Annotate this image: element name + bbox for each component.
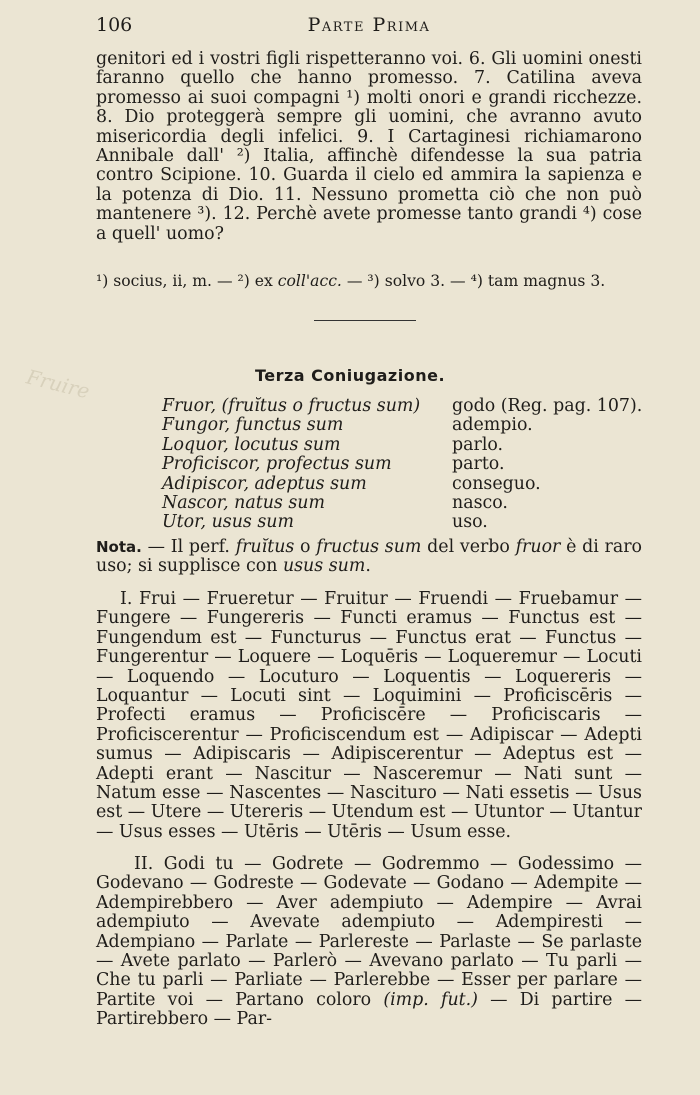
running-head: Parte Prima [307,14,431,36]
footnote-text-end: — ³) solvo 3. — ⁴) tam magnus 3. [341,272,606,290]
handwritten-margin-note: Fruire [24,364,93,404]
exercise-italian-text-end: — Di partire — Partirebbero — Par- [96,989,642,1030]
nota-italic: usus sum [282,556,366,577]
verb-meaning: conseguo. [452,473,541,494]
nota-text: — Il perf. [141,537,236,557]
nota-italic: fruĭtus [235,537,295,557]
verb-row [162,436,652,455]
verb-meaning: godo (Reg. pag. 107). [452,396,643,416]
verb-meaning: parlo. [452,434,504,455]
nota-text: è di raro uso; si supplisce con [96,537,642,577]
nota-text: . [365,556,371,577]
verb-form: Proficiscor, profectus sum [162,454,392,475]
verb-form: Fruor, (fruĭtus o fructus sum) [162,396,421,416]
verb-meaning: adempio. [452,415,533,436]
nota-paragraph [96,538,642,577]
verb-table [162,397,652,533]
nota-text: del verbo [421,537,516,557]
verb-row [162,397,652,416]
verb-form: Nascor, natus sum [162,492,326,513]
verb-form: Loquor, locutus sum [162,434,341,455]
nota-label: Nota. [96,538,142,556]
nota-italic: fruor [515,537,561,557]
verb-row [162,513,652,532]
verb-form: Fungor, functus sum [162,415,344,436]
verb-meaning: uso. [452,512,488,533]
verb-row [162,494,652,513]
exercise-italian-list [96,855,642,1030]
verb-meaning: nasco. [452,492,508,513]
verb-row [162,475,652,494]
nota-italic: fructus sum [316,537,422,557]
verb-form: Adipiscor, adeptus sum [162,473,367,494]
page-header [96,14,642,40]
verb-row [162,416,652,435]
footnotes [96,271,642,291]
verb-form: Utor, usus sum [162,512,294,533]
exercise-continuation: genitori ed i vostri figli rispetteranno voi. 6. Gli uomini onesti faranno quello che hanno promesso. 7. Catilina aveva promesso ai suoi compagni ¹) molti onori e grandi ricchezze. 8. Dio proteggerà sempre gli uomini, che avranno avuto misericordia degli infelici. 9. I Cartaginesi richiamarono Annibale dall' ²) Italia, affinchè difendesse la sua patria contro Scipione. 10. Guarda il cielo ed ammira la sapienza e la potenza di Dio. 11. Nessuno prometta ciò che non può mantenere ³). 12. Perchè avete promesse tanto grandi ⁴) cose a quell' uomo? [96,49,642,244]
verb-meaning: parto. [452,454,505,475]
section-divider [314,320,416,321]
exercise-italian-text: II. Godi tu — Godrete — Godremmo — Godessimo — Godevano — Godreste — Godevate — Godano — Adempite — Adempirebbero — Aver adempiuto — Adempire — Avrai adempiuto — Avevate adempiuto — Adempiresti — Adempiano — Parlate — Parlereste — Parlaste — Se parlaste — Avete parlato — Parlerò — Avevano parlato — Tu parli — Che tu parli — Parliate — Parlerebbe — Esser per parlare — Partite voi — Partano coloro [96,854,642,1010]
footnote-italic: coll'acc. [277,272,342,290]
verb-row [162,455,652,474]
section-title: Terza Coniugazione. [254,366,446,385]
exercise-italian-italic: (imp. fut.) [383,989,478,1010]
exercise-latin-list: I. Frui — Frueretur — Fruitur — Fruendi — Fruebamur — Fungere — Fungereris — Functi eramus — Functus est — Fungendum est — Functurus — Functus erat — Functus — Fungerentur — Loquere — Loquēris — Loqueremur — Locuti — Loquendo — Locuturo — Loquentis — Loquereris — Loquantur — Locuti sint — Loquimini — Proficiscēris — Profecti eramus — Proficiscēre — Proficiscaris — Proficiscerentur — Proficiscendum est — Adipiscar — Adepti sumus — Adipiscaris — Adipiscerentur — Adeptus est — Adepti erant — Nascitur — Nasceremur — Nati sunt — Natum esse — Nascentes — Nascituro — Nati essetis — Usus est — Utere — Utereris — Utendum est — Utuntor — Utantur — Usus esses — Utēris — Utēris — Usum esse. [96,589,642,842]
nota-text: o [294,537,317,557]
footnote-text: ¹) socius, ii, m. — ²) ex [96,272,278,290]
page-number: 106 [96,14,133,36]
